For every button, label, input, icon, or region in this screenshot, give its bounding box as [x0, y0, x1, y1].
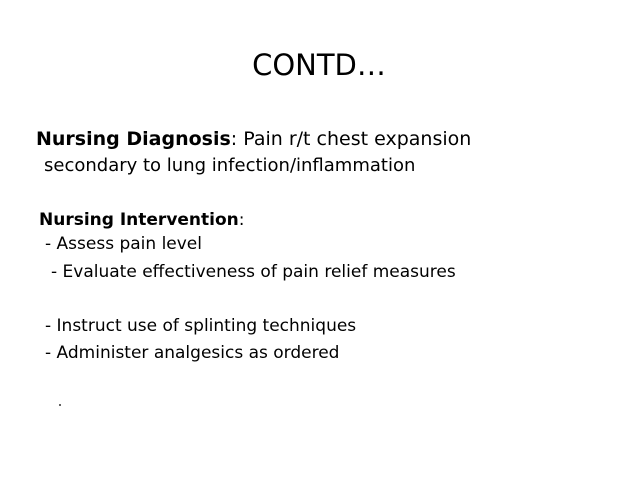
nursing-intervention-label: Nursing Intervention	[39, 210, 239, 230]
nursing-diagnosis-label: Nursing Diagnosis	[36, 128, 231, 150]
intervention-item-evaluate-relief: - Evaluate effectiveness of pain relief measures	[51, 262, 456, 282]
nursing-intervention-heading	[39, 208, 245, 232]
intervention-item-splinting: - Instruct use of splinting techniques	[45, 316, 357, 336]
nursing-diagnosis-colon: :	[230, 128, 238, 150]
stray-dot-mark	[59, 404, 61, 406]
nursing-intervention-colon: :	[238, 210, 245, 230]
intervention-item-analgesics: - Administer analgesics as ordered	[45, 343, 340, 363]
nursing-diagnosis-line	[36, 126, 471, 152]
slide-title: CONTD…	[252, 48, 386, 82]
intervention-item-assess-pain: - Assess pain level	[45, 234, 202, 254]
nursing-diagnosis-continuation: secondary to lung infection/inflammation	[44, 155, 416, 176]
nursing-diagnosis-text: Pain r/t chest expansion	[237, 128, 472, 150]
